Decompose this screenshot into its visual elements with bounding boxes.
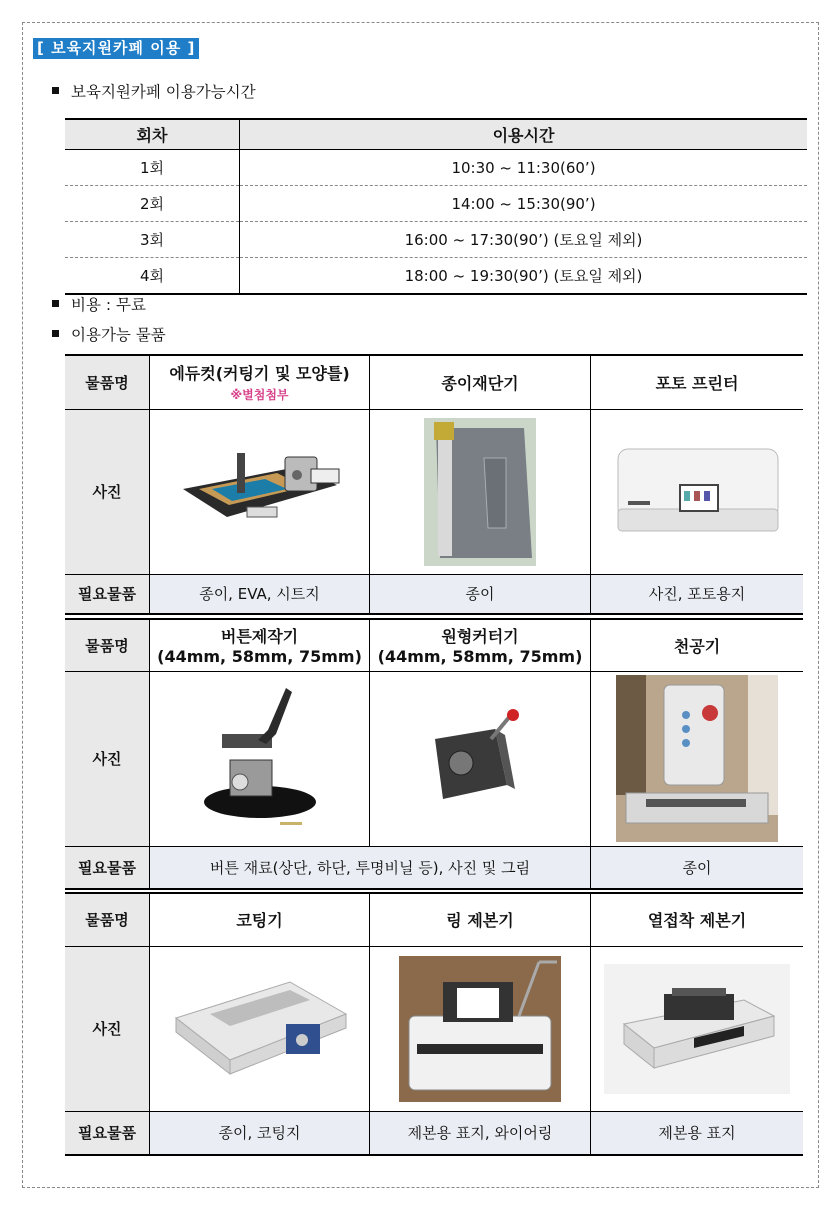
time-cell: 14:00 ~ 15:30(90’) xyxy=(240,186,808,222)
photo-printer-icon xyxy=(591,409,804,574)
required-cell: 사진, 포토용지 xyxy=(591,574,804,614)
table-row xyxy=(65,150,807,186)
time-cell: 10:30 ~ 11:30(60’) xyxy=(240,150,808,186)
label-name: 물품명 xyxy=(65,893,150,946)
hours-table xyxy=(65,118,807,295)
cost-text: 비용 : 무료 xyxy=(52,295,146,315)
label-name: 물품명 xyxy=(65,619,150,671)
required-cell: 종이, EVA, 시트지 xyxy=(150,574,370,614)
time-cell: 16:00 ~ 17:30(90’) (토요일 제외) xyxy=(240,222,808,258)
label-required: 필요물품 xyxy=(65,846,150,889)
table-row xyxy=(65,258,807,295)
laminator-icon xyxy=(150,946,370,1111)
items-table-2 xyxy=(65,618,803,890)
required-cell: 제본용 표지 xyxy=(591,1111,804,1155)
label-name: 물품명 xyxy=(65,355,150,409)
label-photo: 사진 xyxy=(65,409,150,574)
ring-binder-icon xyxy=(370,946,591,1111)
session-cell: 1회 xyxy=(65,150,240,186)
required-cell: 버튼 재료(상단, 하단, 투명비닐 등), 사진 및 그림 xyxy=(150,846,591,889)
label-photo: 사진 xyxy=(65,946,150,1111)
item-name: 종이재단기 xyxy=(370,355,591,409)
thermal-binder-icon xyxy=(591,946,804,1111)
item-name: 열접착 제본기 xyxy=(591,893,804,946)
item-name-text: 원형커터기 xyxy=(441,627,519,647)
paper-trimmer-icon xyxy=(370,409,591,574)
hours-heading: 보육지원카페 이용가능시간 xyxy=(52,82,256,102)
item-name: 포토 프린터 xyxy=(591,355,804,409)
item-name-text: 버튼제작기 xyxy=(220,627,299,647)
item-name xyxy=(370,619,591,671)
cutting-machine-icon xyxy=(150,409,370,574)
item-name: 천공기 xyxy=(591,619,804,671)
items-table-3 xyxy=(65,892,803,1156)
session-cell: 2회 xyxy=(65,186,240,222)
items-heading: 이용가능 물품 xyxy=(52,325,166,345)
col-session: 회차 xyxy=(65,119,240,150)
items-table-1 xyxy=(65,354,803,615)
circle-cutter-icon xyxy=(370,671,591,846)
required-cell: 종이 xyxy=(370,574,591,614)
required-cell: 종이 xyxy=(591,846,804,889)
label-required: 필요물품 xyxy=(65,574,150,614)
session-cell: 3회 xyxy=(65,222,240,258)
item-name: 링 제본기 xyxy=(370,893,591,946)
item-name xyxy=(150,355,370,409)
required-cell: 제본용 표지, 와이어링 xyxy=(370,1111,591,1155)
label-photo: 사진 xyxy=(65,671,150,846)
col-time: 이용시간 xyxy=(240,119,808,150)
label-required: 필요물품 xyxy=(65,1111,150,1155)
attachment-note: ※별첨첨부 xyxy=(230,388,289,403)
drilling-machine-icon xyxy=(591,671,804,846)
section-title: [ 보육지원카페 이용 ] xyxy=(33,38,199,59)
time-cell: 18:00 ~ 19:30(90’) (토요일 제외) xyxy=(240,258,808,295)
table-row xyxy=(65,222,807,258)
item-size-text: (44mm, 58mm, 75mm) xyxy=(377,647,583,667)
item-name: 코팅기 xyxy=(150,893,370,946)
button-maker-icon xyxy=(150,671,370,846)
session-cell: 4회 xyxy=(65,258,240,295)
item-name xyxy=(150,619,370,671)
table-row xyxy=(65,186,807,222)
required-cell: 종이, 코팅지 xyxy=(150,1111,370,1155)
item-name-text: 에듀컷(커팅기 및 모양틀) xyxy=(169,364,350,384)
item-size-text: (44mm, 58mm, 75mm) xyxy=(157,647,362,667)
